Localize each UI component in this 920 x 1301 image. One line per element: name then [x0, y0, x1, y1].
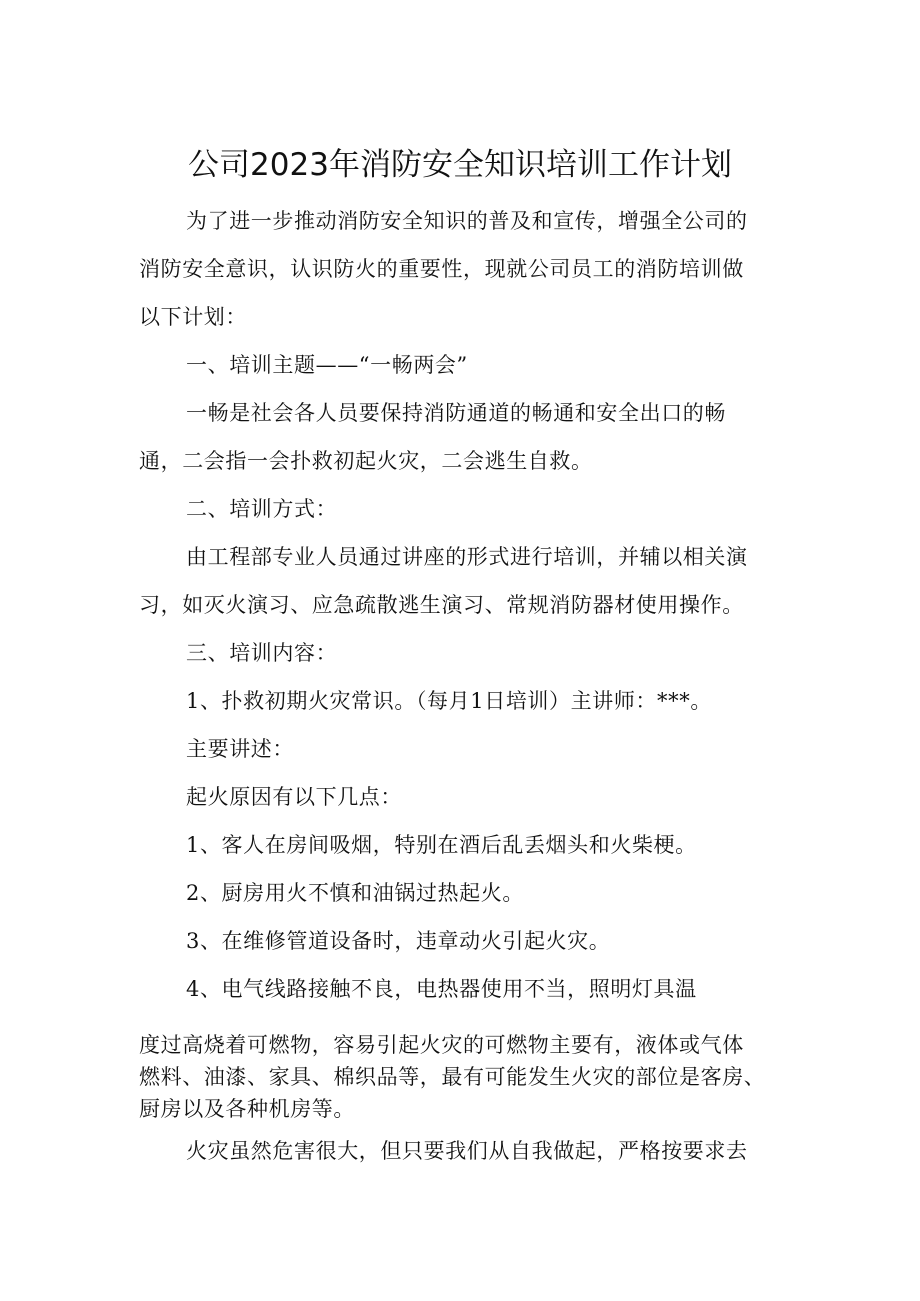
section-heading: 二、培训方式： [186, 497, 338, 521]
paragraph-line: 消防安全意识，认识防火的重要性，现就公司员工的消防培训做 [139, 257, 744, 281]
paragraph-line: 火灾虽然危害很大，但只要我们从自我做起，严格按要求去 [186, 1139, 748, 1163]
paragraph-line: 以下计划： [139, 305, 247, 329]
section-heading: 一、培训主题——“一畅两会” [186, 353, 468, 377]
list-item: 1、客人在房间吸烟，特别在酒后乱丢烟头和火柴梗。 [186, 833, 697, 857]
paragraph-line: 通，二会指一会扑救初起火灾，二会逃生自救。 [139, 449, 593, 473]
paragraph-line: 起火原因有以下几点： [186, 785, 402, 809]
list-item: 1、扑救初期火灾常识。（每月1日培训）主讲师：***。 [186, 689, 712, 713]
document-title: 公司2023年消防安全知识培训工作计划 [188, 147, 732, 183]
list-item: 4、电气线路接触不良，电热器使用不当，照明灯具温 [186, 977, 697, 1001]
paragraph-line: 主要讲述： [186, 737, 294, 761]
paragraph-line: 由工程部专业人员通过讲座的形式进行培训，并辅以相关演 [186, 545, 748, 569]
section-heading: 三、培训内容： [186, 641, 338, 665]
list-item: 2、厨房用火不慎和油锅过热起火。 [186, 881, 524, 905]
paragraph-line: 厨房以及各种机房等。 [139, 1097, 355, 1121]
paragraph-line: 度过高烧着可燃物，容易引起火灾的可燃物主要有，液体或气体 [139, 1033, 744, 1057]
paragraph-line: 习，如灭火演习、应急疏散逃生演习、常规消防器材使用操作。 [139, 593, 744, 617]
paragraph-line: 一畅是社会各人员要保持消防通道的畅通和安全出口的畅 [186, 401, 726, 425]
list-item: 3、在维修管道设备时，违章动火引起火灾。 [186, 929, 611, 953]
paragraph-line: 燃料、油漆、家具、棉织品等，最有可能发生火灾的部位是客房、 [139, 1065, 766, 1089]
paragraph-line: 为了进一步推动消防安全知识的普及和宣传，增强全公司的 [186, 209, 748, 233]
